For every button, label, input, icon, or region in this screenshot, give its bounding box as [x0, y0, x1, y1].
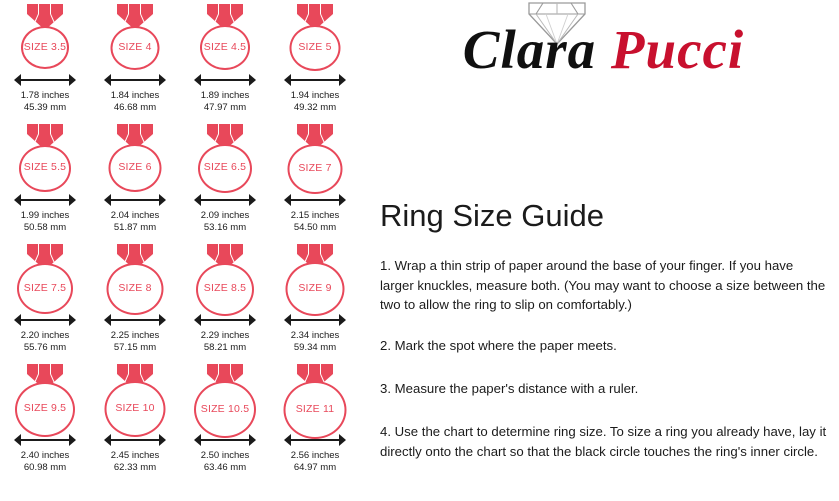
ring-measurement-inches: 2.29 inches — [200, 330, 250, 341]
ring-size-cell[interactable] — [180, 240, 270, 360]
ring-chart-row — [0, 240, 360, 360]
guide-step-3: 3. Measure the paper's distance with a ruler. — [380, 381, 639, 396]
measure-arrow-icon — [14, 193, 76, 207]
measure-arrow-icon — [284, 193, 346, 207]
guide-step-4: 4. Use the chart to determine ring size. To size a ring you already have, lay it directly onto the chart so that the black circle touches the ring's inner circle. — [380, 424, 827, 459]
ring-illustration — [180, 120, 270, 192]
ring-measurement-mm: 53.16 mm — [203, 221, 247, 233]
ring-measurement-inches: 2.04 inches — [110, 210, 160, 221]
ring-size-label: SIZE 7 — [298, 161, 332, 174]
measure-arrow-icon — [104, 433, 166, 447]
ring-illustration — [90, 120, 180, 192]
ring-measurement-mm: 64.97 mm — [293, 461, 337, 473]
ring-size-cell[interactable] — [180, 120, 270, 240]
ring-size-label: SIZE 8 — [118, 281, 152, 294]
ring-illustration — [180, 0, 270, 72]
ring-size-cell[interactable] — [0, 120, 90, 240]
ring-measurement-mm: 59.34 mm — [293, 341, 337, 353]
ring-chart-row — [0, 360, 360, 480]
ring-illustration — [0, 240, 90, 312]
ring-measurement-inches: 1.94 inches — [290, 90, 340, 101]
ring-measurement-mm: 50.58 mm — [23, 221, 67, 233]
ring-size-cell[interactable] — [180, 0, 270, 120]
ring-size-label: SIZE 3.5 — [23, 40, 67, 53]
ring-measurement-mm: 55.76 mm — [23, 341, 67, 353]
ring-size-label: SIZE 9 — [298, 282, 332, 295]
brand-word-pucci: Pucci — [610, 19, 745, 80]
ring-measurement-inches: 2.09 inches — [200, 210, 250, 221]
measure-arrow-icon — [104, 73, 166, 87]
ring-illustration — [270, 240, 360, 312]
ring-size-label: SIZE 5.5 — [23, 161, 67, 174]
ring-size-cell[interactable] — [0, 0, 90, 120]
ring-measurement — [291, 210, 340, 233]
page-title: Ring Size Guide — [380, 198, 605, 233]
ring-size-label: SIZE 9.5 — [23, 402, 67, 415]
ring-size-cell[interactable] — [90, 240, 180, 360]
ring-measurement-inches: 1.99 inches — [20, 210, 70, 221]
ring-measurement-inches: 2.15 inches — [290, 210, 340, 221]
ring-measurement — [201, 450, 250, 473]
ring-measurement-mm: 62.33 mm — [113, 461, 157, 473]
ring-illustration — [0, 360, 90, 432]
ring-size-cell[interactable] — [0, 360, 90, 480]
ring-size-label: SIZE 5 — [298, 40, 332, 53]
ring-measurement — [111, 210, 160, 233]
ring-measurement-inches: 2.50 inches — [200, 450, 250, 461]
measure-arrow-icon — [194, 433, 256, 447]
ring-measurement-mm: 58.21 mm — [203, 341, 247, 353]
ring-size-cell[interactable] — [270, 240, 360, 360]
ring-illustration — [0, 0, 90, 72]
ring-measurement-inches: 2.45 inches — [110, 450, 160, 461]
ring-measurement-inches: 2.20 inches — [20, 330, 70, 341]
ring-measurement — [201, 330, 250, 353]
ring-measurement-inches: 2.25 inches — [110, 330, 160, 341]
ring-measurement — [21, 210, 70, 233]
ring-size-cell[interactable] — [90, 0, 180, 120]
guide-step-1: 1. Wrap a thin strip of paper around the base of your finger. If you have larger knuckles, measure both. (You may want to choose a size between the two to allow the ring to slip on comfortably.) — [380, 258, 826, 312]
ring-measurement — [21, 90, 70, 113]
brand-word-clara: Clara — [462, 19, 597, 80]
measure-arrow-icon — [14, 73, 76, 87]
ring-measurement-inches: 2.34 inches — [290, 330, 340, 341]
ring-measurement-inches: 1.84 inches — [110, 90, 160, 101]
measure-arrow-icon — [284, 433, 346, 447]
ring-chart-row — [0, 120, 360, 240]
ring-size-label: SIZE 8.5 — [203, 282, 247, 294]
guide-step-2: 2. Mark the spot where the paper meets. — [380, 338, 617, 353]
ring-measurement — [291, 90, 340, 113]
ring-illustration — [180, 360, 270, 432]
ring-chart-row — [0, 0, 360, 120]
ring-illustration — [90, 0, 180, 72]
ring-illustration — [90, 360, 180, 432]
ring-measurement — [21, 450, 70, 473]
measure-arrow-icon — [104, 313, 166, 327]
brand-logo — [368, 0, 839, 100]
measure-arrow-icon — [194, 73, 256, 87]
ring-measurement-mm: 60.98 mm — [23, 461, 67, 473]
ring-illustration — [90, 240, 180, 312]
ring-measurement-mm: 46.68 mm — [113, 101, 157, 113]
measure-arrow-icon — [194, 313, 256, 327]
ring-measurement-mm: 54.50 mm — [293, 221, 337, 233]
ring-size-cell[interactable] — [0, 240, 90, 360]
ring-size-chart — [0, 0, 360, 501]
ring-measurement — [291, 450, 340, 473]
ring-measurement — [111, 330, 160, 353]
ring-measurement-mm: 51.87 mm — [113, 221, 157, 233]
ring-measurement — [291, 330, 340, 353]
ring-size-cell[interactable] — [270, 0, 360, 120]
ring-size-cell[interactable] — [270, 360, 360, 480]
ring-measurement-inches: 2.56 inches — [290, 450, 340, 461]
ring-illustration — [0, 120, 90, 192]
ring-illustration — [270, 0, 360, 72]
ring-size-cell[interactable] — [90, 360, 180, 480]
ring-measurement — [111, 450, 160, 473]
ring-size-cell[interactable] — [90, 120, 180, 240]
ring-measurement-inches: 1.78 inches — [20, 90, 70, 101]
measure-arrow-icon — [14, 433, 76, 447]
ring-size-label: SIZE 7.5 — [23, 281, 67, 294]
ring-size-label: SIZE 11 — [295, 402, 335, 415]
ring-measurement — [21, 330, 70, 353]
ring-size-label: SIZE 4 — [118, 40, 152, 53]
ring-illustration — [270, 360, 360, 432]
ring-measurement-mm: 57.15 mm — [113, 341, 157, 353]
ring-size-label: SIZE 10.5 — [200, 402, 250, 415]
ring-size-cell[interactable] — [270, 120, 360, 240]
ring-measurement-mm: 63.46 mm — [203, 461, 247, 473]
ring-illustration — [270, 120, 360, 192]
brand-wordmark — [368, 18, 839, 81]
ring-illustration — [180, 240, 270, 312]
measure-arrow-icon — [284, 73, 346, 87]
measure-arrow-icon — [104, 193, 166, 207]
measure-arrow-icon — [194, 193, 256, 207]
ring-size-label: SIZE 4.5 — [203, 40, 247, 53]
guide-panel — [368, 0, 839, 501]
ring-measurement — [201, 90, 250, 113]
ring-measurement — [201, 210, 250, 233]
ring-size-label: SIZE 6.5 — [203, 161, 247, 174]
ring-measurement-inches: 2.40 inches — [20, 450, 70, 461]
ring-size-label: SIZE 10 — [115, 402, 155, 415]
measure-arrow-icon — [284, 313, 346, 327]
ring-measurement-mm: 47.97 mm — [203, 101, 247, 113]
ring-size-cell[interactable] — [180, 360, 270, 480]
ring-size-label: SIZE 6 — [118, 161, 152, 174]
ring-measurement — [111, 90, 160, 113]
measure-arrow-icon — [14, 313, 76, 327]
ring-measurement-mm: 45.39 mm — [23, 101, 67, 113]
ring-measurement-mm: 49.32 mm — [293, 101, 337, 113]
ring-measurement-inches: 1.89 inches — [200, 90, 250, 101]
